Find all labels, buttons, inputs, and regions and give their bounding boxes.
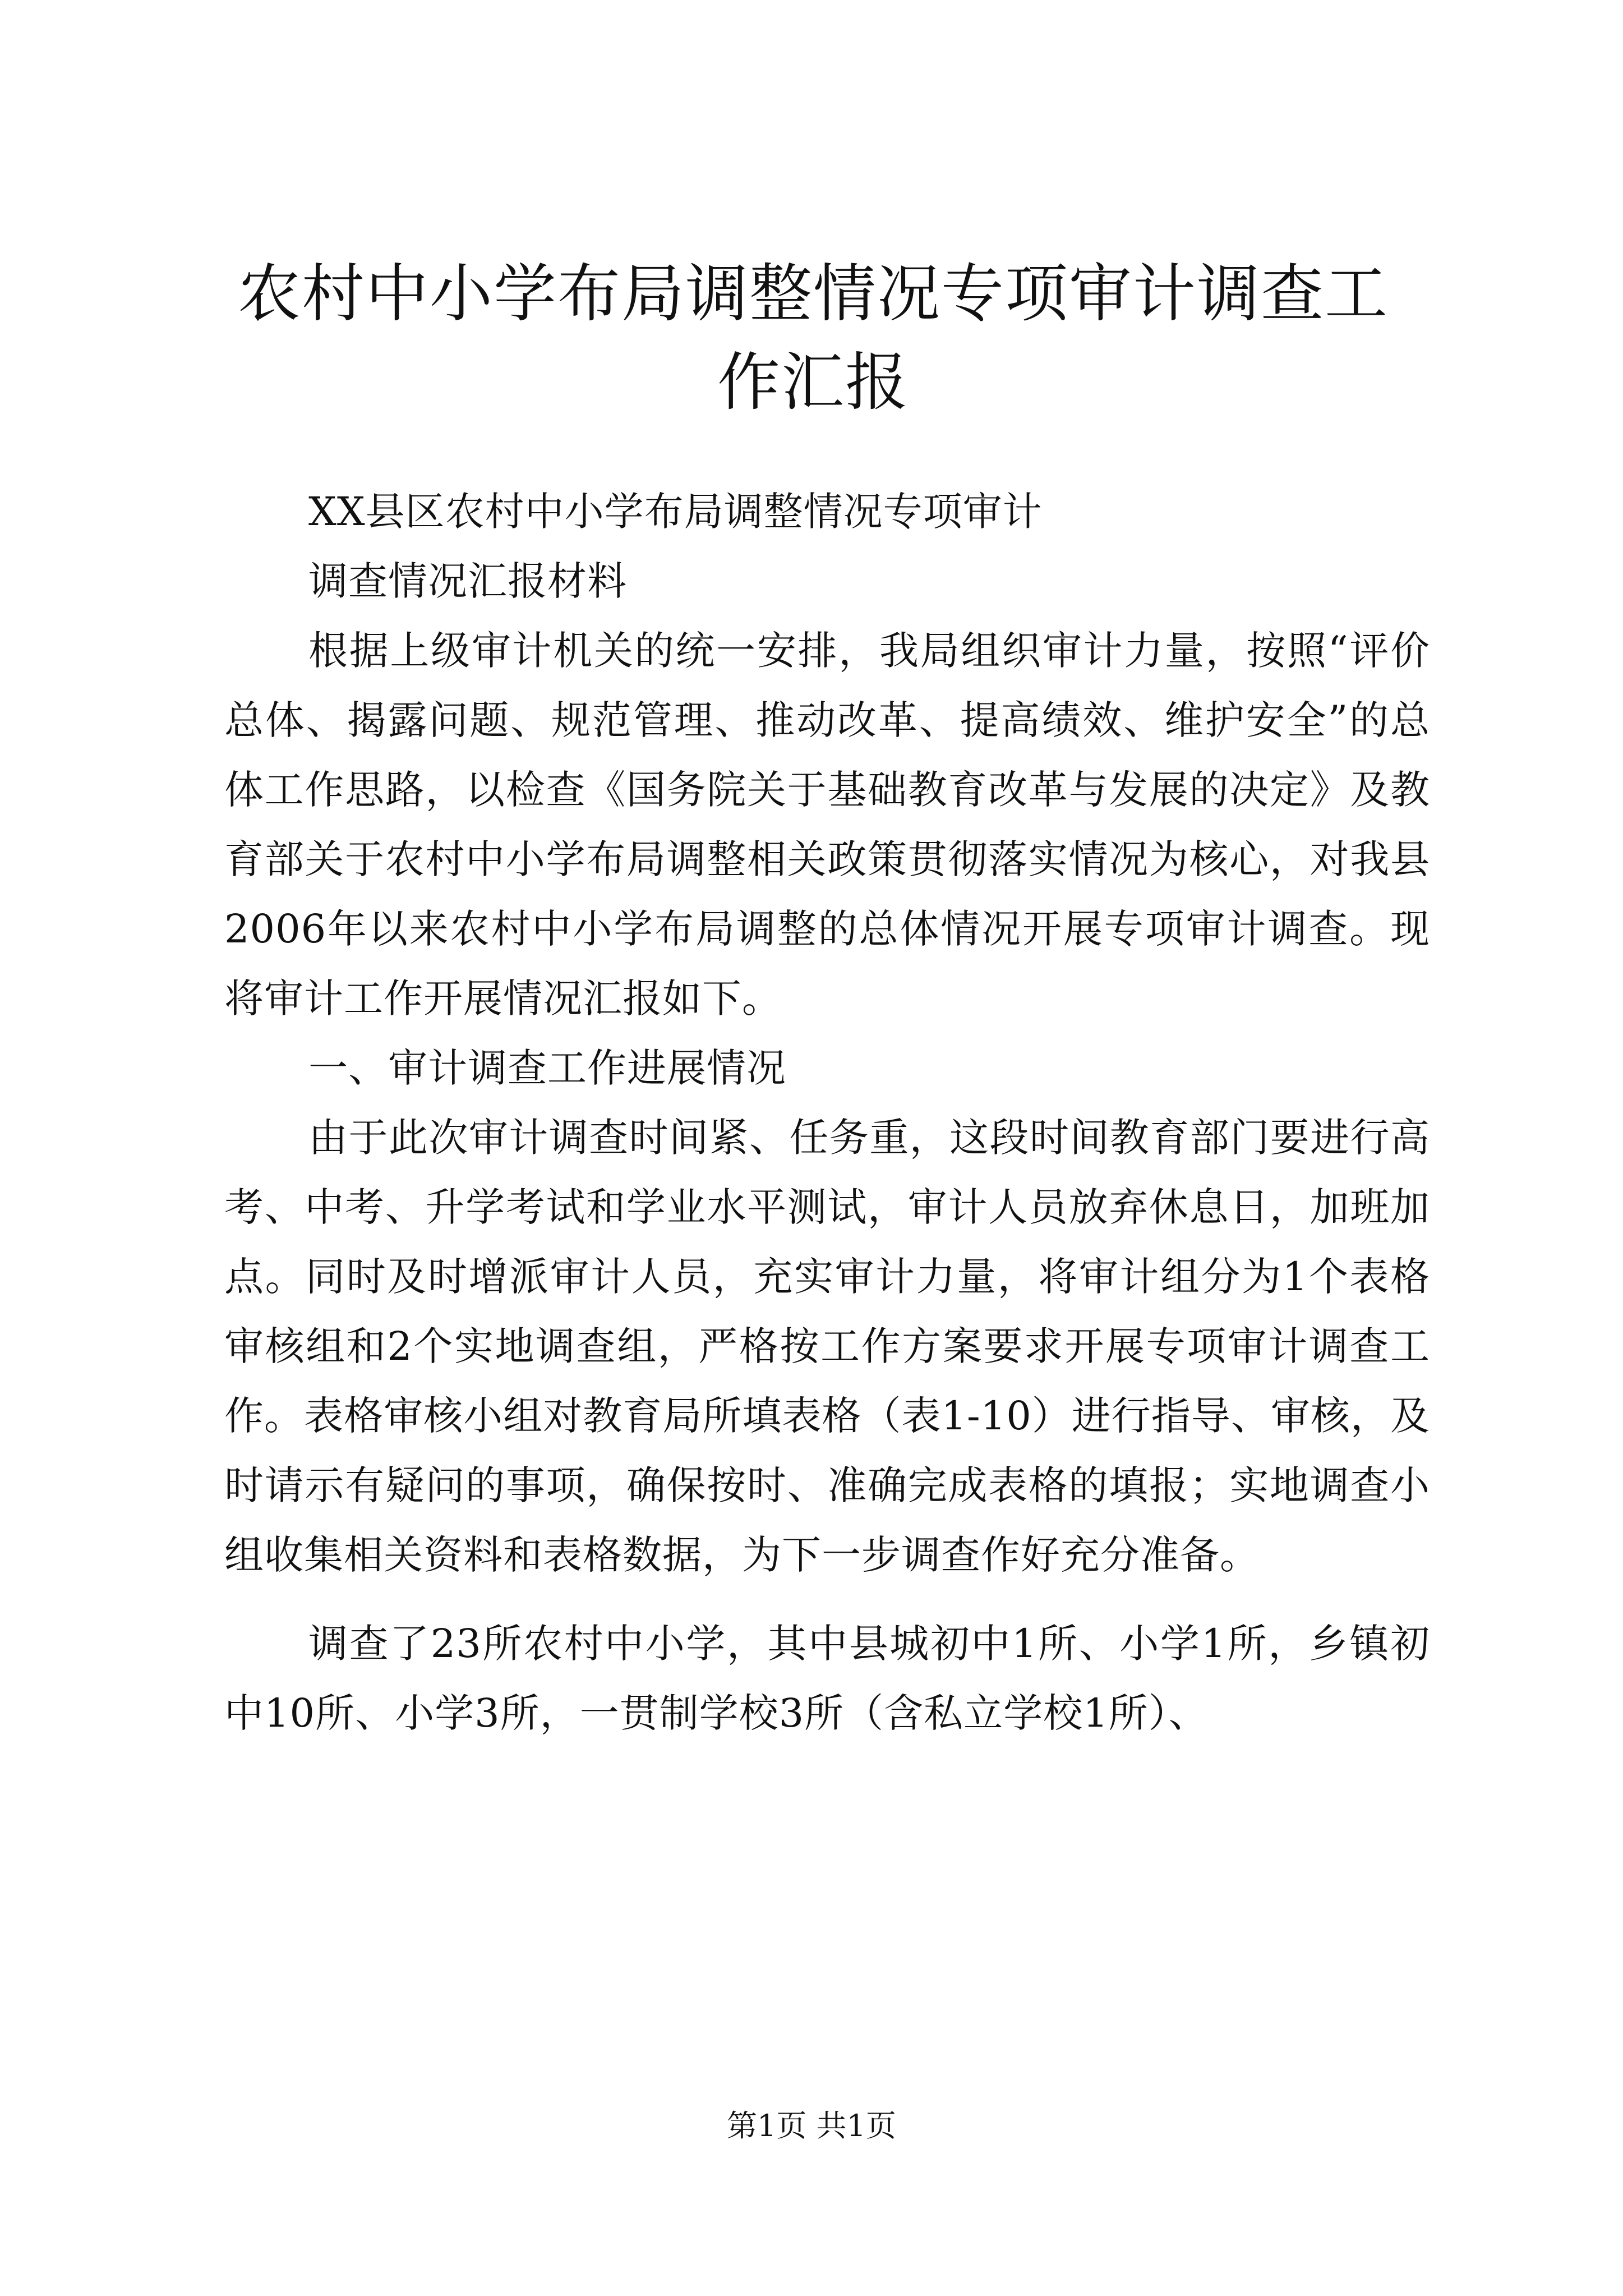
subtitle-line-2: 调查情况汇报材料 (308, 558, 627, 604)
survey-paragraph: 调查了23所农村中小学，其中县城初中1所、小学1所，乡镇初中10所、小学3所，一贯制学校3所（含私立学校1所）、 (224, 1621, 1430, 1736)
subtitle-line-1: XX县区农村中小学布局调整情况专项审计 (308, 489, 1043, 535)
document-body (224, 477, 1430, 1748)
section-heading-1: 一、审计调查工作进展情况 (308, 1045, 786, 1091)
intro-paragraph: 根据上级审计机关的统一安排，我局组织审计力量，按照“评价总体、揭露问题、规范管理、推动改革、提高绩效、维护安全”的总体工作思路，以检查《国务院关于基础教育改革与发展的决定》及教育部关于农村中小学布局调整相关政策贯彻落实情况为核心，对我县2006年以来农村中小学布局调整的总体情况开展专项审计调查。现将审计工作开展情况汇报如下。 (224, 628, 1430, 1022)
document-title: 农村中小学布局调整情况专项审计调查工作汇报 (238, 257, 1389, 419)
progress-paragraph: 由于此次审计调查时间紧、任务重，这段时间教育部门要进行高考、中考、升学考试和学业水平测试，审计人员放弃休息日，加班加点。同时及时增派审计人员，充实审计力量，将审计组分为1个表格审核组和2个实地调查组，严格按工作方案要求开展专项审计调查工作。表格审核小组对教育局所填表格（表1-10）进行指导、审核，及时请示有疑问的事项，确保按时、准确完成表格的填报；实地调查小组收集相关资料和表格数据，为下一步调查作好充分准备。 (224, 1115, 1430, 1578)
page-footer: 第1页 共1页 (727, 2108, 896, 2143)
